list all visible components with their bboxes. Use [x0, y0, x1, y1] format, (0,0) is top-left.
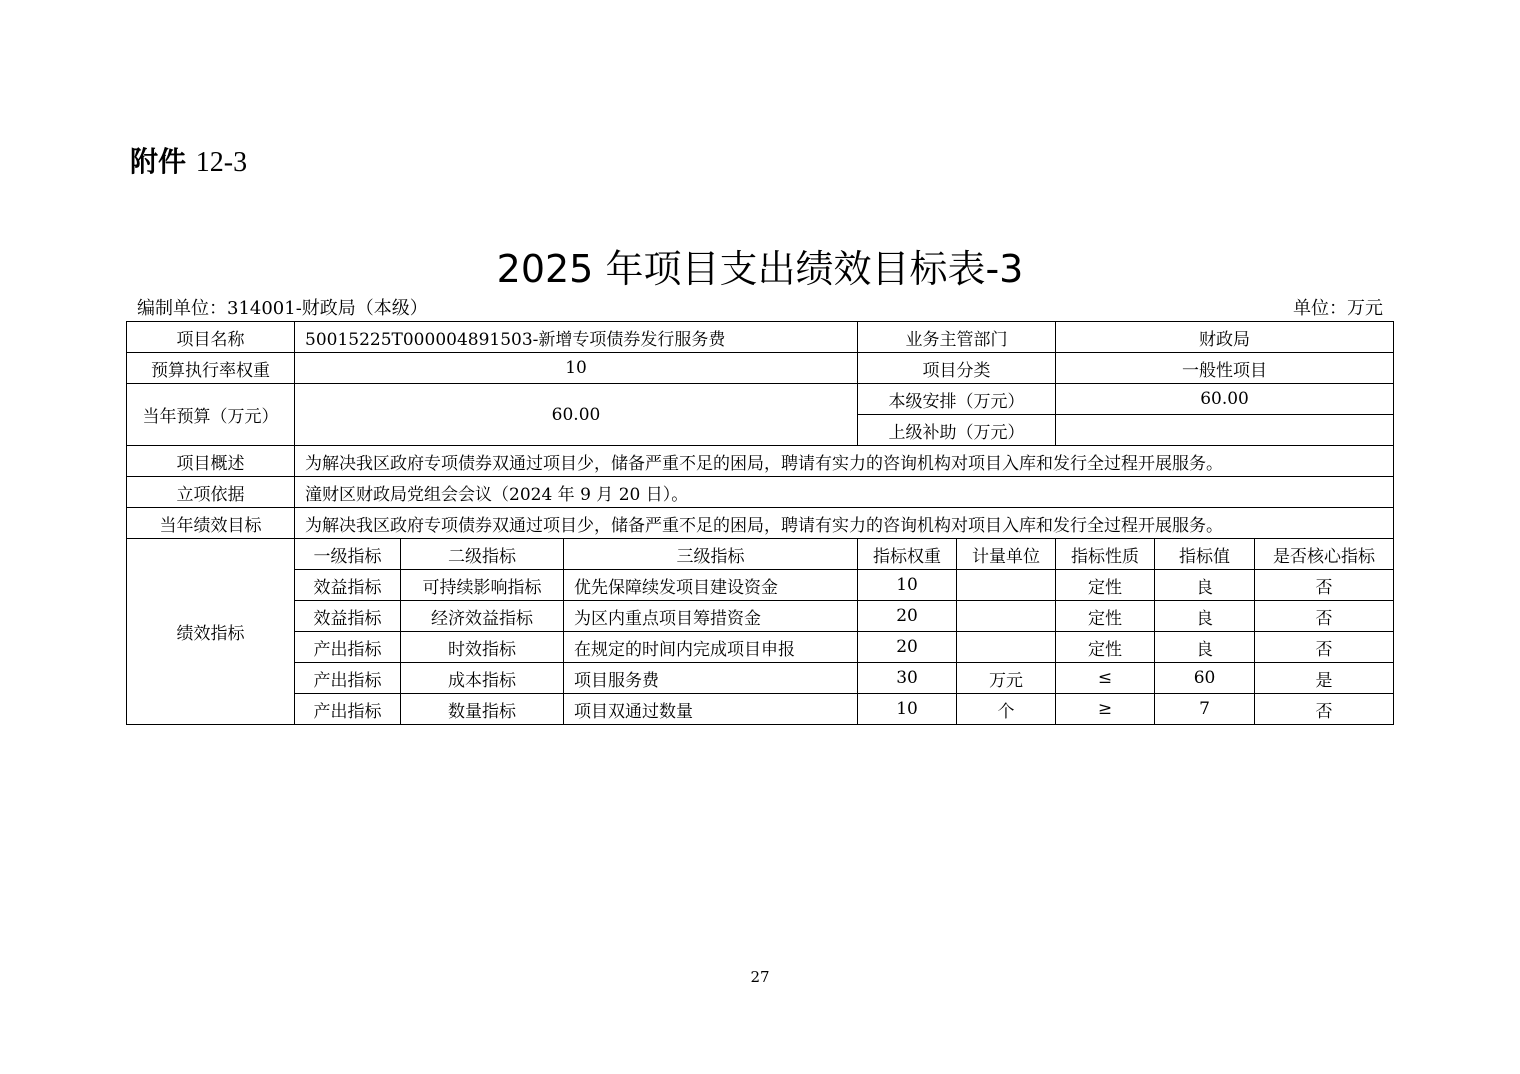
indicator-level1: 产出指标: [295, 632, 401, 663]
performance-table: [126, 321, 1394, 725]
indicator-level2: 经济效益指标: [401, 601, 564, 632]
table-row: [127, 322, 1394, 353]
indicator-core: 否: [1255, 570, 1394, 601]
indicator-value: 60: [1155, 663, 1255, 694]
table-row: [127, 477, 1394, 508]
indicator-level3: 项目双通过数量: [564, 694, 858, 725]
indicator-unit: 万元: [957, 663, 1056, 694]
goal-value: 为解决我区政府专项债券双通过项目少，储备严重不足的困局，聘请有实力的咨询机构对项目入库和发行全过程开展服务。: [295, 508, 1394, 539]
indicator-weight: 30: [858, 663, 957, 694]
indicator-unit: [957, 601, 1056, 632]
indicators-section-label: 绩效指标: [127, 539, 295, 725]
header-level3: 三级指标: [564, 539, 858, 570]
dept-label: 业务主管部门: [858, 322, 1056, 353]
table-row: [127, 353, 1394, 384]
indicator-weight: 10: [858, 694, 957, 725]
budget-value: 60.00: [295, 384, 858, 446]
local-label: 本级安排（万元）: [858, 384, 1056, 415]
indicator-nature: ≤: [1056, 663, 1155, 694]
header-unit: 计量单位: [957, 539, 1056, 570]
indicator-level2: 数量指标: [401, 694, 564, 725]
header-nature: 指标性质: [1056, 539, 1155, 570]
table-row: [127, 508, 1394, 539]
page-number: 27: [750, 968, 770, 986]
project-name-label: 项目名称: [127, 322, 295, 353]
upper-value: [1056, 415, 1394, 446]
indicator-level2: 可持续影响指标: [401, 570, 564, 601]
indicator-level3: 项目服务费: [564, 663, 858, 694]
category-label: 项目分类: [858, 353, 1056, 384]
indicator-weight: 20: [858, 632, 957, 663]
upper-label: 上级补助（万元）: [858, 415, 1056, 446]
dept-value: 财政局: [1056, 322, 1394, 353]
basis-value: 潼财区财政局党组会会议（2024 年 9 月 20 日）。: [295, 477, 1394, 508]
indicator-level3: 在规定的时间内完成项目申报: [564, 632, 858, 663]
attachment-number: 12-3: [195, 147, 248, 178]
indicator-nature: 定性: [1056, 601, 1155, 632]
header-value: 指标值: [1155, 539, 1255, 570]
table-row: [127, 446, 1394, 477]
header-core: 是否核心指标: [1255, 539, 1394, 570]
indicator-row: [127, 694, 1394, 725]
indicator-row: [127, 570, 1394, 601]
header-level2: 二级指标: [401, 539, 564, 570]
indicator-weight: 20: [858, 601, 957, 632]
goal-label: 当年绩效目标: [127, 508, 295, 539]
indicator-value: 7: [1155, 694, 1255, 725]
indicator-row: [127, 601, 1394, 632]
indicator-unit: [957, 632, 1056, 663]
org-unit: 编制单位：314001-财政局（本级）: [137, 298, 428, 319]
overview-value: 为解决我区政府专项债券双通过项目少，储备严重不足的困局，聘请有实力的咨询机构对项目入库和发行全过程开展服务。: [295, 446, 1394, 477]
indicator-value: 良: [1155, 601, 1255, 632]
indicator-core: 是: [1255, 663, 1394, 694]
money-unit: 单位：万元: [1293, 298, 1383, 319]
indicator-weight: 10: [858, 570, 957, 601]
indicator-nature: ≥: [1056, 694, 1155, 725]
weight-value: 10: [295, 353, 858, 384]
local-value: 60.00: [1056, 384, 1394, 415]
indicator-level1: 效益指标: [295, 570, 401, 601]
indicator-level2: 成本指标: [401, 663, 564, 694]
indicator-row: [127, 663, 1394, 694]
indicator-level3: 优先保障续发项目建设资金: [564, 570, 858, 601]
indicator-nature: 定性: [1056, 632, 1155, 663]
table-row: [127, 384, 1394, 415]
indicator-unit: 个: [957, 694, 1056, 725]
basis-label: 立项依据: [127, 477, 295, 508]
attachment-label: [130, 140, 247, 180]
indicator-level2: 时效指标: [401, 632, 564, 663]
attachment-prefix: 附件: [130, 145, 187, 178]
page-title: 2025 年项目支出绩效目标表-3: [496, 247, 1024, 291]
indicator-unit: [957, 570, 1056, 601]
indicator-value: 良: [1155, 632, 1255, 663]
indicator-value: 良: [1155, 570, 1255, 601]
header-weight: 指标权重: [858, 539, 957, 570]
header-level1: 一级指标: [295, 539, 401, 570]
indicator-core: 否: [1255, 632, 1394, 663]
category-value: 一般性项目: [1056, 353, 1394, 384]
indicator-level1: 产出指标: [295, 694, 401, 725]
indicator-header-row: [127, 539, 1394, 570]
indicator-core: 否: [1255, 601, 1394, 632]
indicator-nature: 定性: [1056, 570, 1155, 601]
weight-label: 预算执行率权重: [127, 353, 295, 384]
indicator-level3: 为区内重点项目筹措资金: [564, 601, 858, 632]
overview-label: 项目概述: [127, 446, 295, 477]
project-name-value: 50015225T000004891503-新增专项债券发行服务费: [295, 322, 858, 353]
indicator-level1: 产出指标: [295, 663, 401, 694]
indicator-level1: 效益指标: [295, 601, 401, 632]
budget-label: 当年预算（万元）: [127, 384, 295, 446]
indicator-row: [127, 632, 1394, 663]
indicator-core: 否: [1255, 694, 1394, 725]
